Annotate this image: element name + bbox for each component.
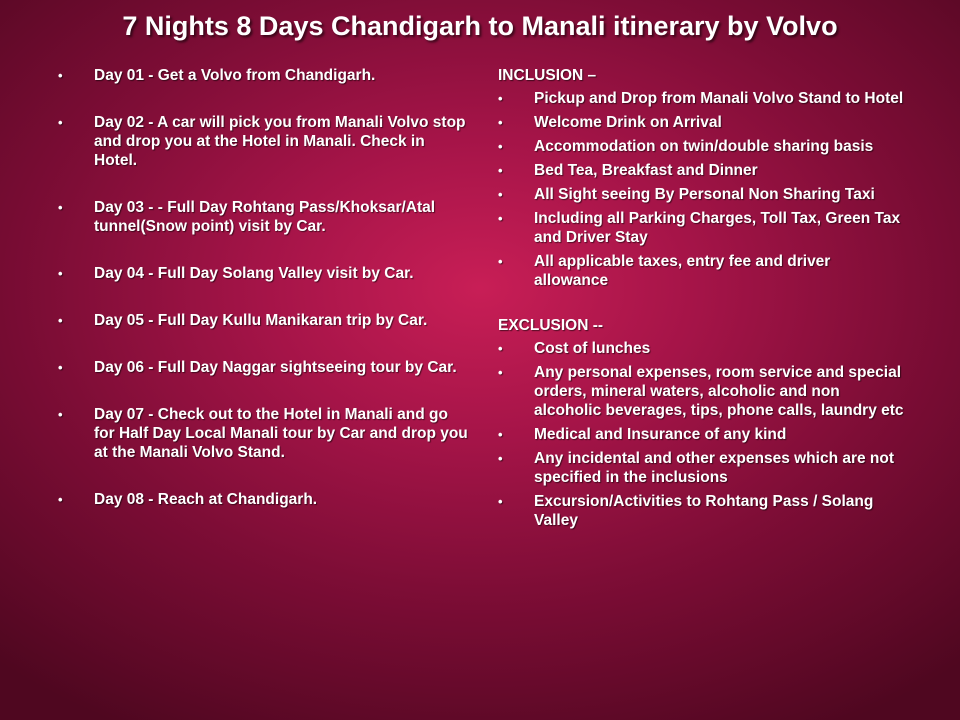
bullet-icon: • [498, 254, 503, 269]
itinerary-day-5 [58, 311, 468, 330]
bullet-icon: • [498, 211, 503, 226]
inclusion-item-text: Welcome Drink on Arrival [534, 114, 722, 131]
itinerary-day-2 [58, 113, 468, 170]
inclusions-exclusions-column [498, 66, 908, 535]
bullet-icon: • [498, 115, 503, 130]
exclusion-item [498, 492, 908, 530]
itinerary-day-7 [58, 405, 468, 462]
itinerary-day-text: Day 02 - A car will pick you from Manali Volvo stop and drop you at the Hotel in Manali. Check in Hotel. [94, 114, 466, 169]
inclusion-item-text: Accommodation on twin/double sharing basis [534, 138, 874, 155]
exclusion-item-text: Cost of lunches [534, 340, 651, 357]
itinerary-day-8 [58, 490, 468, 509]
itinerary-day-text: Day 05 - Full Day Kullu Manikaran trip by Car. [94, 312, 428, 329]
inclusion-item [498, 185, 908, 204]
inclusion-item-text: All applicable taxes, entry fee and driver allowance [534, 253, 831, 289]
exclusion-heading: EXCLUSION -- [498, 317, 604, 334]
inclusion-item [498, 252, 908, 290]
itinerary-day-text: Day 03 - - Full Day Rohtang Pass/Khoksar/Atal tunnel(Snow point) visit by Car. [94, 199, 436, 235]
exclusion-item-text: Any personal expenses, room service and special orders, mineral waters, alcoholic and non alcoholic beverages, tips, phone calls, laundry etc [534, 364, 904, 419]
bullet-icon: • [498, 451, 503, 466]
itinerary-day-6 [58, 358, 468, 377]
exclusion-item [498, 425, 908, 444]
exclusion-item [498, 449, 908, 487]
bullet-icon: • [498, 427, 503, 442]
itinerary-day-text: Day 06 - Full Day Naggar sightseeing tour by Car. [94, 359, 457, 376]
itinerary-day-3 [58, 198, 468, 236]
bullet-icon: • [498, 91, 503, 106]
bullet-icon: • [498, 494, 503, 509]
itinerary-day-text: Day 07 - Check out to the Hotel in Manali and go for Half Day Local Manali tour by Car and drop you at the Manali Volvo Stand. [94, 406, 468, 461]
bullet-icon: • [498, 365, 503, 380]
itinerary-day-text: Day 01 - Get a Volvo from Chandigarh. [94, 67, 376, 84]
bullet-icon: • [58, 313, 63, 328]
inclusion-item [498, 113, 908, 132]
bullet-icon: • [58, 266, 63, 281]
itinerary-column [58, 66, 468, 509]
exclusion-item-text: Excursion/Activities to Rohtang Pass / Solang Valley [534, 493, 874, 529]
bullet-icon: • [498, 341, 503, 356]
exclusion-list [498, 339, 908, 530]
exclusion-item-text: Medical and Insurance of any kind [534, 426, 787, 443]
slide-title: 7 Nights 8 Days Chandigarh to Manali itinerary by Volvo [122, 11, 838, 41]
inclusion-heading: INCLUSION – [498, 67, 597, 84]
bullet-icon: • [58, 492, 63, 507]
bullet-icon: • [58, 360, 63, 375]
bullet-icon: • [58, 68, 63, 83]
bullet-icon: • [58, 407, 63, 422]
itinerary-day-text: Day 04 - Full Day Solang Valley visit by Car. [94, 265, 414, 282]
bullet-icon: • [498, 139, 503, 154]
itinerary-day-1 [58, 66, 468, 85]
itinerary-day-text: Day 08 - Reach at Chandigarh. [94, 491, 318, 508]
itinerary-list [58, 66, 468, 509]
inclusion-item [498, 209, 908, 247]
inclusion-item-text: All Sight seeing By Personal Non Sharing Taxi [534, 186, 875, 203]
exclusion-item [498, 363, 908, 420]
itinerary-day-4 [58, 264, 468, 283]
inclusion-item [498, 137, 908, 156]
bullet-icon: • [498, 187, 503, 202]
inclusion-item [498, 161, 908, 180]
inclusion-item-text: Bed Tea, Breakfast and Dinner [534, 162, 758, 179]
bullet-icon: • [498, 163, 503, 178]
inclusion-item-text: Including all Parking Charges, Toll Tax, Green Tax and Driver Stay [534, 210, 901, 246]
inclusion-item-text: Pickup and Drop from Manali Volvo Stand to Hotel [534, 90, 904, 107]
exclusion-item-text: Any incidental and other expenses which are not specified in the inclusions [534, 450, 895, 486]
inclusion-list [498, 89, 908, 290]
bullet-icon: • [58, 115, 63, 130]
bullet-icon: • [58, 200, 63, 215]
inclusion-item [498, 89, 908, 108]
exclusion-item [498, 339, 908, 358]
